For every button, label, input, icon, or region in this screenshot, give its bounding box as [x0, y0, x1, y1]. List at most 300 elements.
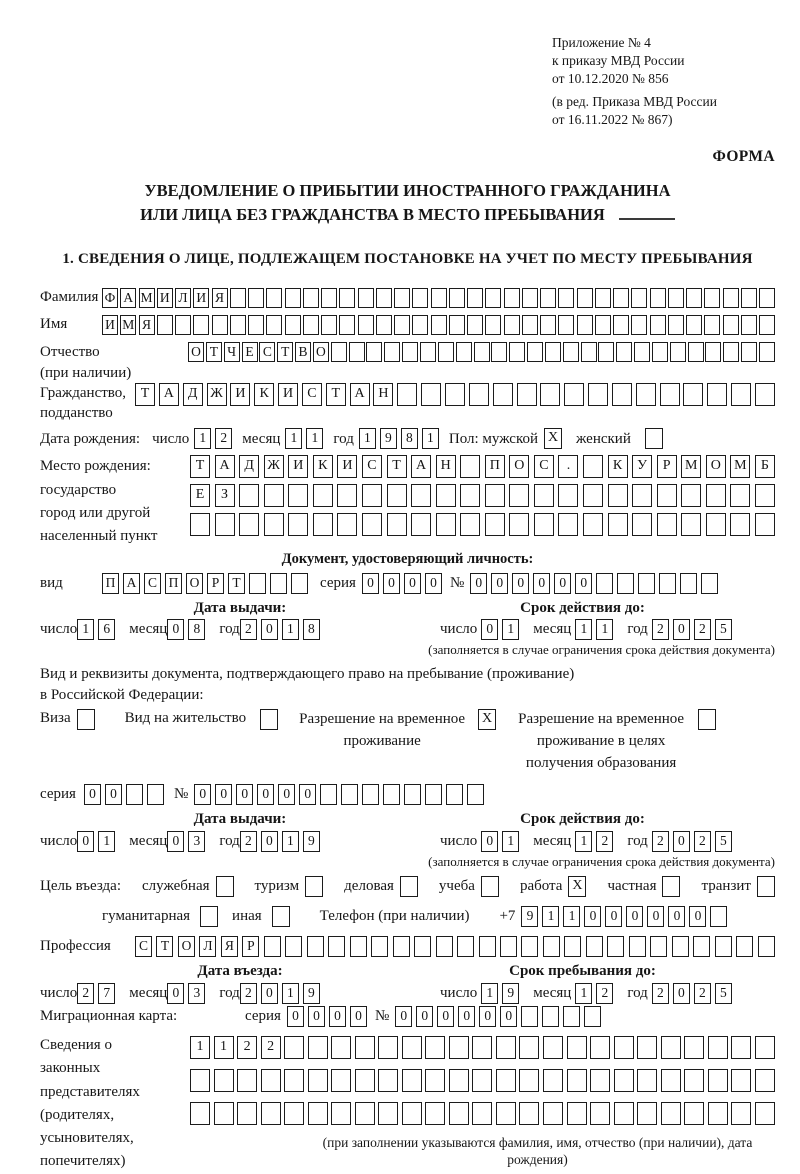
char-box[interactable]: [616, 342, 632, 362]
char-box[interactable]: [509, 513, 529, 536]
char-box[interactable]: [723, 315, 739, 335]
char-box[interactable]: [472, 1102, 492, 1125]
char-box[interactable]: [686, 288, 702, 308]
char-box[interactable]: 2: [237, 1036, 257, 1059]
char-box[interactable]: И: [288, 455, 308, 478]
char-box[interactable]: [583, 513, 603, 536]
char-box[interactable]: 1: [359, 428, 376, 449]
purpose-humanitarian-checkbox[interactable]: [200, 906, 218, 927]
char-box[interactable]: [249, 573, 266, 594]
char-box[interactable]: С: [144, 573, 161, 594]
char-box[interactable]: 0: [194, 784, 211, 805]
char-box[interactable]: 9: [380, 428, 397, 449]
char-box[interactable]: [636, 383, 656, 406]
char-box[interactable]: [308, 1036, 328, 1059]
char-box[interactable]: [496, 1069, 516, 1092]
char-box[interactable]: 0: [425, 573, 442, 594]
char-box[interactable]: 1: [596, 619, 613, 640]
char-box[interactable]: Т: [135, 383, 155, 406]
char-box[interactable]: [577, 315, 593, 335]
char-box[interactable]: [741, 288, 757, 308]
char-box[interactable]: [291, 573, 308, 594]
char-box[interactable]: [331, 1102, 351, 1125]
char-box[interactable]: [230, 288, 246, 308]
char-box[interactable]: И: [278, 383, 298, 406]
char-box[interactable]: [614, 1036, 634, 1059]
char-box[interactable]: [704, 315, 720, 335]
char-box[interactable]: 2: [596, 983, 613, 1004]
char-box[interactable]: [614, 1102, 634, 1125]
char-box[interactable]: [590, 1069, 610, 1092]
char-box[interactable]: [755, 513, 775, 536]
char-box[interactable]: Л: [199, 936, 216, 957]
char-box[interactable]: [436, 513, 456, 536]
char-box[interactable]: 0: [236, 784, 253, 805]
char-box[interactable]: 2: [596, 831, 613, 852]
char-box[interactable]: 0: [491, 573, 508, 594]
char-box[interactable]: [598, 342, 614, 362]
char-box[interactable]: 1: [98, 831, 115, 852]
char-box[interactable]: 2: [215, 428, 232, 449]
char-box[interactable]: [758, 936, 775, 957]
char-box[interactable]: [650, 936, 667, 957]
char-box[interactable]: 0: [105, 784, 122, 805]
char-box[interactable]: Ж: [207, 383, 227, 406]
char-box[interactable]: С: [135, 936, 152, 957]
purpose-tourism-checkbox[interactable]: [305, 876, 323, 897]
char-box[interactable]: 0: [261, 619, 278, 640]
char-box[interactable]: [308, 1102, 328, 1125]
char-box[interactable]: [376, 288, 392, 308]
char-box[interactable]: Е: [242, 342, 258, 362]
char-box[interactable]: [736, 936, 753, 957]
char-box[interactable]: 0: [554, 573, 571, 594]
char-box[interactable]: 0: [261, 831, 278, 852]
char-box[interactable]: 0: [479, 1006, 496, 1027]
char-box[interactable]: [731, 1069, 751, 1092]
char-box[interactable]: [449, 1102, 469, 1125]
char-box[interactable]: 1: [190, 1036, 210, 1059]
char-box[interactable]: [755, 1036, 775, 1059]
char-box[interactable]: О: [313, 342, 329, 362]
char-box[interactable]: [355, 1069, 375, 1092]
char-box[interactable]: [617, 573, 634, 594]
char-box[interactable]: [214, 1102, 234, 1125]
char-box[interactable]: [266, 315, 282, 335]
purpose-official-checkbox[interactable]: [216, 876, 234, 897]
char-box[interactable]: 8: [188, 619, 205, 640]
char-box[interactable]: [402, 1102, 422, 1125]
char-box[interactable]: 0: [481, 831, 498, 852]
char-box[interactable]: Ж: [264, 455, 284, 478]
char-box[interactable]: [212, 315, 228, 335]
char-box[interactable]: [706, 484, 726, 507]
char-box[interactable]: [668, 315, 684, 335]
char-box[interactable]: [362, 784, 379, 805]
char-box[interactable]: К: [254, 383, 274, 406]
char-box[interactable]: [595, 288, 611, 308]
char-box[interactable]: 0: [362, 573, 379, 594]
char-box[interactable]: 0: [257, 784, 274, 805]
char-box[interactable]: [446, 784, 463, 805]
char-box[interactable]: 5: [715, 983, 732, 1004]
char-box[interactable]: И: [337, 455, 357, 478]
char-box[interactable]: Р: [657, 455, 677, 478]
char-box[interactable]: [485, 513, 505, 536]
purpose-work-checkbox[interactable]: X: [568, 876, 586, 897]
char-box[interactable]: [288, 484, 308, 507]
char-box[interactable]: 1: [285, 428, 302, 449]
char-box[interactable]: 0: [673, 831, 690, 852]
char-box[interactable]: В: [295, 342, 311, 362]
char-box[interactable]: [190, 513, 210, 536]
char-box[interactable]: [355, 1102, 375, 1125]
char-box[interactable]: 1: [481, 983, 498, 1004]
char-box[interactable]: С: [259, 342, 275, 362]
char-box[interactable]: [147, 784, 164, 805]
char-box[interactable]: 3: [188, 983, 205, 1004]
char-box[interactable]: [563, 1006, 580, 1027]
char-box[interactable]: [425, 1069, 445, 1092]
char-box[interactable]: [543, 1069, 563, 1092]
char-box[interactable]: 1: [214, 1036, 234, 1059]
char-box[interactable]: 1: [542, 906, 559, 927]
char-box[interactable]: [337, 513, 357, 536]
char-box[interactable]: А: [350, 383, 370, 406]
char-box[interactable]: [261, 1102, 281, 1125]
char-box[interactable]: [668, 288, 684, 308]
char-box[interactable]: [634, 342, 650, 362]
char-box[interactable]: 1: [563, 906, 580, 927]
char-box[interactable]: [303, 288, 319, 308]
char-box[interactable]: 0: [350, 1006, 367, 1027]
char-box[interactable]: [730, 484, 750, 507]
char-box[interactable]: [378, 1102, 398, 1125]
char-box[interactable]: [683, 383, 703, 406]
char-box[interactable]: Д: [239, 455, 259, 478]
char-box[interactable]: Т: [277, 342, 293, 362]
char-box[interactable]: 2: [240, 831, 257, 852]
char-box[interactable]: [467, 288, 483, 308]
char-box[interactable]: [358, 315, 374, 335]
char-box[interactable]: 0: [84, 784, 101, 805]
char-box[interactable]: [731, 1102, 751, 1125]
char-box[interactable]: [564, 383, 584, 406]
char-box[interactable]: [412, 315, 428, 335]
char-box[interactable]: [425, 1102, 445, 1125]
char-box[interactable]: 0: [308, 1006, 325, 1027]
char-box[interactable]: 0: [500, 1006, 517, 1027]
char-box[interactable]: [723, 288, 739, 308]
char-box[interactable]: [586, 936, 603, 957]
char-box[interactable]: [387, 513, 407, 536]
char-box[interactable]: [436, 936, 453, 957]
char-box[interactable]: 1: [194, 428, 211, 449]
char-box[interactable]: [519, 1036, 539, 1059]
purpose-business-checkbox[interactable]: [400, 876, 418, 897]
char-box[interactable]: [708, 1036, 728, 1059]
char-box[interactable]: [328, 936, 345, 957]
char-box[interactable]: [421, 383, 441, 406]
char-box[interactable]: [376, 315, 392, 335]
char-box[interactable]: [670, 342, 686, 362]
char-box[interactable]: [362, 513, 382, 536]
char-box[interactable]: 1: [306, 428, 323, 449]
char-box[interactable]: [472, 1036, 492, 1059]
sex-female-checkbox[interactable]: [645, 428, 663, 449]
char-box[interactable]: [248, 315, 264, 335]
char-box[interactable]: 2: [694, 619, 711, 640]
char-box[interactable]: 1: [282, 619, 299, 640]
char-box[interactable]: 2: [652, 831, 669, 852]
char-box[interactable]: 9: [303, 831, 320, 852]
char-box[interactable]: [366, 342, 382, 362]
char-box[interactable]: [402, 342, 418, 362]
char-box[interactable]: [704, 288, 720, 308]
char-box[interactable]: [284, 1102, 304, 1125]
char-box[interactable]: [542, 1006, 559, 1027]
char-box[interactable]: [449, 1069, 469, 1092]
char-box[interactable]: 2: [77, 983, 94, 1004]
char-box[interactable]: 0: [458, 1006, 475, 1027]
char-box[interactable]: [457, 936, 474, 957]
char-box[interactable]: 0: [512, 573, 529, 594]
char-box[interactable]: [378, 1069, 398, 1092]
char-box[interactable]: [563, 342, 579, 362]
char-box[interactable]: [509, 484, 529, 507]
char-box[interactable]: [350, 936, 367, 957]
char-box[interactable]: [431, 315, 447, 335]
char-box[interactable]: [449, 315, 465, 335]
char-box[interactable]: [519, 1102, 539, 1125]
char-box[interactable]: [449, 288, 465, 308]
char-box[interactable]: [383, 784, 400, 805]
char-box[interactable]: [215, 513, 235, 536]
char-box[interactable]: М: [139, 288, 155, 308]
char-box[interactable]: [431, 288, 447, 308]
char-box[interactable]: [339, 288, 355, 308]
char-box[interactable]: 5: [715, 619, 732, 640]
char-box[interactable]: [411, 513, 431, 536]
char-box[interactable]: [436, 484, 456, 507]
char-box[interactable]: Н: [436, 455, 456, 478]
char-box[interactable]: К: [313, 455, 333, 478]
char-box[interactable]: 1: [422, 428, 439, 449]
char-box[interactable]: [412, 288, 428, 308]
purpose-private-checkbox[interactable]: [662, 876, 680, 897]
char-box[interactable]: [460, 513, 480, 536]
char-box[interactable]: А: [123, 573, 140, 594]
char-box[interactable]: 0: [329, 1006, 346, 1027]
char-box[interactable]: 9: [521, 906, 538, 927]
char-box[interactable]: 0: [287, 1006, 304, 1027]
char-box[interactable]: [284, 1069, 304, 1092]
char-box[interactable]: [320, 784, 337, 805]
char-box[interactable]: [657, 513, 677, 536]
char-box[interactable]: [193, 315, 209, 335]
char-box[interactable]: [657, 484, 677, 507]
char-box[interactable]: [438, 342, 454, 362]
char-box[interactable]: 0: [437, 1006, 454, 1027]
char-box[interactable]: [331, 342, 347, 362]
char-box[interactable]: [288, 513, 308, 536]
char-box[interactable]: Н: [373, 383, 393, 406]
char-box[interactable]: [321, 315, 337, 335]
char-box[interactable]: [581, 342, 597, 362]
char-box[interactable]: [479, 936, 496, 957]
char-box[interactable]: [710, 906, 727, 927]
char-box[interactable]: 7: [98, 983, 115, 1004]
char-box[interactable]: [384, 342, 400, 362]
char-box[interactable]: [715, 936, 732, 957]
char-box[interactable]: [540, 383, 560, 406]
char-box[interactable]: 0: [261, 983, 278, 1004]
char-box[interactable]: [425, 784, 442, 805]
char-box[interactable]: [355, 1036, 375, 1059]
char-box[interactable]: Ф: [102, 288, 118, 308]
char-box[interactable]: [631, 288, 647, 308]
char-box[interactable]: 1: [575, 983, 592, 1004]
char-box[interactable]: [190, 1069, 210, 1092]
char-box[interactable]: [731, 383, 751, 406]
char-box[interactable]: С: [534, 455, 554, 478]
char-box[interactable]: 0: [77, 831, 94, 852]
char-box[interactable]: [755, 1069, 775, 1092]
char-box[interactable]: 0: [416, 1006, 433, 1027]
char-box[interactable]: [264, 936, 281, 957]
char-box[interactable]: Ч: [224, 342, 240, 362]
char-box[interactable]: Т: [326, 383, 346, 406]
char-box[interactable]: [659, 573, 676, 594]
char-box[interactable]: [688, 342, 704, 362]
char-box[interactable]: [543, 1102, 563, 1125]
char-box[interactable]: П: [485, 455, 505, 478]
char-box[interactable]: [522, 315, 538, 335]
char-box[interactable]: [264, 513, 284, 536]
char-box[interactable]: З: [215, 484, 235, 507]
char-box[interactable]: [608, 513, 628, 536]
char-box[interactable]: О: [706, 455, 726, 478]
char-box[interactable]: И: [230, 383, 250, 406]
char-box[interactable]: К: [608, 455, 628, 478]
char-box[interactable]: [730, 513, 750, 536]
char-box[interactable]: [460, 455, 480, 478]
char-box[interactable]: [404, 784, 421, 805]
char-box[interactable]: [672, 936, 689, 957]
char-box[interactable]: [248, 288, 264, 308]
char-box[interactable]: [545, 342, 561, 362]
char-box[interactable]: [588, 383, 608, 406]
char-box[interactable]: 0: [605, 906, 622, 927]
char-box[interactable]: [331, 1036, 351, 1059]
purpose-study-checkbox[interactable]: [481, 876, 499, 897]
char-box[interactable]: 1: [282, 983, 299, 1004]
temp-residence-checkbox[interactable]: X: [478, 709, 496, 730]
char-box[interactable]: 2: [694, 983, 711, 1004]
char-box[interactable]: [613, 288, 629, 308]
char-box[interactable]: [534, 513, 554, 536]
char-box[interactable]: 0: [533, 573, 550, 594]
char-box[interactable]: [686, 315, 702, 335]
char-box[interactable]: 2: [261, 1036, 281, 1059]
char-box[interactable]: А: [215, 455, 235, 478]
residence-permit-checkbox[interactable]: [260, 709, 278, 730]
char-box[interactable]: [638, 573, 655, 594]
char-box[interactable]: 0: [668, 906, 685, 927]
char-box[interactable]: 0: [299, 784, 316, 805]
char-box[interactable]: [583, 484, 603, 507]
char-box[interactable]: А: [120, 288, 136, 308]
char-box[interactable]: [402, 1069, 422, 1092]
char-box[interactable]: [608, 484, 628, 507]
char-box[interactable]: 0: [404, 573, 421, 594]
purpose-other-checkbox[interactable]: [272, 906, 290, 927]
char-box[interactable]: И: [157, 288, 173, 308]
char-box[interactable]: [759, 288, 775, 308]
char-box[interactable]: 0: [673, 619, 690, 640]
char-box[interactable]: [637, 1102, 657, 1125]
char-box[interactable]: [564, 936, 581, 957]
char-box[interactable]: [705, 342, 721, 362]
char-box[interactable]: 0: [470, 573, 487, 594]
char-box[interactable]: [759, 315, 775, 335]
char-box[interactable]: [632, 484, 652, 507]
char-box[interactable]: 6: [98, 619, 115, 640]
char-box[interactable]: 1: [575, 831, 592, 852]
char-box[interactable]: 8: [303, 619, 320, 640]
char-box[interactable]: Б: [755, 455, 775, 478]
char-box[interactable]: 9: [303, 983, 320, 1004]
char-box[interactable]: [285, 288, 301, 308]
char-box[interactable]: [567, 1102, 587, 1125]
char-box[interactable]: [126, 784, 143, 805]
char-box[interactable]: [681, 513, 701, 536]
char-box[interactable]: [504, 288, 520, 308]
char-box[interactable]: Т: [190, 455, 210, 478]
char-box[interactable]: [596, 573, 613, 594]
char-box[interactable]: [708, 1102, 728, 1125]
char-box[interactable]: [496, 1102, 516, 1125]
char-box[interactable]: 0: [673, 983, 690, 1004]
char-box[interactable]: 2: [240, 983, 257, 1004]
char-box[interactable]: Я: [139, 315, 155, 335]
char-box[interactable]: [661, 1102, 681, 1125]
char-box[interactable]: А: [411, 455, 431, 478]
char-box[interactable]: [485, 484, 505, 507]
char-box[interactable]: Я: [212, 288, 228, 308]
char-box[interactable]: [284, 1036, 304, 1059]
char-box[interactable]: Т: [206, 342, 222, 362]
char-box[interactable]: Т: [228, 573, 245, 594]
char-box[interactable]: [693, 936, 710, 957]
char-box[interactable]: [543, 1036, 563, 1059]
char-box[interactable]: [534, 484, 554, 507]
char-box[interactable]: [460, 484, 480, 507]
purpose-transit-checkbox[interactable]: [757, 876, 775, 897]
char-box[interactable]: [706, 513, 726, 536]
char-box[interactable]: Т: [387, 455, 407, 478]
char-box[interactable]: [214, 1069, 234, 1092]
char-box[interactable]: [660, 383, 680, 406]
char-box[interactable]: [485, 288, 501, 308]
char-box[interactable]: [266, 288, 282, 308]
char-box[interactable]: 1: [282, 831, 299, 852]
char-box[interactable]: [261, 1069, 281, 1092]
char-box[interactable]: 0: [215, 784, 232, 805]
char-box[interactable]: [558, 288, 574, 308]
char-box[interactable]: Р: [207, 573, 224, 594]
char-box[interactable]: [741, 315, 757, 335]
